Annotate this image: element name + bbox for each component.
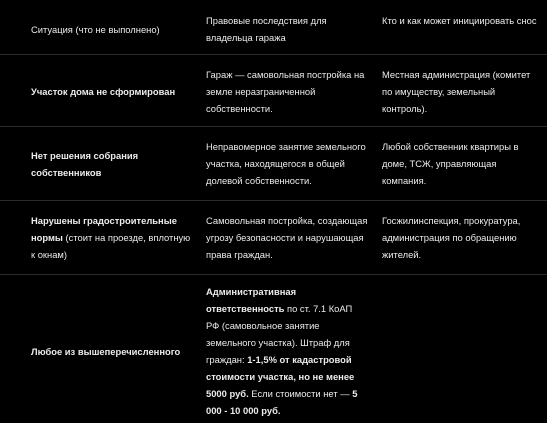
admin-liability-label: Административная ответственность bbox=[206, 286, 296, 314]
table-row bbox=[0, 275, 547, 423]
situation-cell bbox=[0, 55, 202, 127]
table-row bbox=[0, 201, 547, 275]
situation-text: Нарушены градостроительные нормы bbox=[31, 215, 177, 243]
consequence-cell bbox=[202, 275, 378, 423]
consequence-text: Если стоимости нет — bbox=[249, 388, 353, 399]
situation-text: Участок дома не сформирован bbox=[31, 86, 175, 97]
situation-cell bbox=[0, 275, 202, 423]
table-header-row bbox=[0, 0, 547, 55]
fine-amount: 1-1,5% от кадастровой стоимости участка, но не менее 5000 руб. bbox=[206, 354, 354, 399]
situation-detail: (стоит на проезде, вплотную к окнам) bbox=[31, 232, 190, 260]
table-row bbox=[0, 55, 547, 127]
header-initiator: Кто и как может инициировать снос bbox=[378, 0, 547, 55]
consequence-cell: Самовольная постройка, создающая угрозу безопасности и нарушающая права граждан. bbox=[202, 201, 378, 275]
initiator-cell bbox=[378, 275, 547, 423]
initiator-cell: Местная администрация (комитет по имуществу, земельный контроль). bbox=[378, 55, 547, 127]
table-row bbox=[0, 127, 547, 201]
fine-range: 5 000 - 10 000 руб. bbox=[206, 388, 357, 416]
situation-cell bbox=[0, 127, 202, 201]
consequence-cell: Гараж — самовольная постройка на земле неразграниченной собственности. bbox=[202, 55, 378, 127]
situation-text: Любое из вышеперечисленного bbox=[31, 346, 180, 357]
header-situation: Ситуация (что не выполнено) bbox=[0, 0, 202, 55]
consequence-cell: Неправомерное занятие земельного участка, находящегося в общей долевой собственности. bbox=[202, 127, 378, 201]
initiator-cell: Любой собственник квартиры в доме, ТСЖ, управляющая компания. bbox=[378, 127, 547, 201]
situation-cell bbox=[0, 201, 202, 275]
consequence-text: по ст. 7.1 КоАП РФ (самовольное занятие земельного участка). Штраф для граждан: bbox=[206, 303, 352, 365]
situation-text: Нет решения собрания собственников bbox=[31, 150, 138, 178]
header-consequences: Правовые последствия для владельца гаража bbox=[202, 0, 378, 55]
initiator-cell: Госжилинспекция, прокуратура, администрация по обращению жителей. bbox=[378, 201, 547, 275]
